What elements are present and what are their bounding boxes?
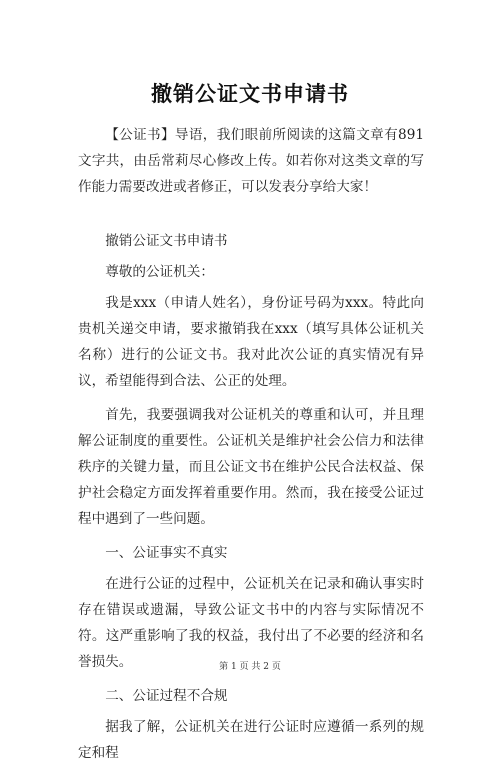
intro-paragraph: 【公证书】导语，我们眼前所阅读的这篇文章有891文字共，由岳常莉尽心修改上传。如若你对这类文章的写作能力需要改进或者修正，可以发表分享给大家！ <box>78 127 424 195</box>
page-footer: 第 1 页 共 2 页 <box>219 662 281 672</box>
body-paragraph: 据我了解，公证机关在进行公证时应遵循一系列的规定和程 <box>78 719 424 761</box>
document-body <box>78 122 424 774</box>
body-paragraph: 首先，我要强调我对公证机关的尊重和认可，并且理解公证制度的重要性。公证机关是维护社会公信力和法律秩序的关键力量，而且公证文书在维护公民合法权益、保护社会稳定方面发挥着重要作用。然而，我在接受公证过程中遇到了一些问题。 <box>78 407 424 527</box>
body-paragraph: 在进行公证的过程中，公证机关在记录和确认事实时存在错误或遗漏，导致公证文书中的内容与实际情况不符。这严重影响了我的权益，我付出了不必要的经济和名誉损失。 <box>78 576 424 670</box>
document-title: 撤销公证文书申请书 <box>151 81 349 106</box>
salutation: 尊敬的公证机关： <box>105 264 214 280</box>
body-heading: 撤销公证文书申请书 <box>105 233 228 249</box>
body-paragraph: 我是xxx（申请人姓名），身份证号码为xxx。特此向贵机关递交申请，要求撤销我在xxx（填写具体公证机关名称）进行的公证文书。我对此次公证的真实情况有异议，希望能得到合法、公正的处理。 <box>78 295 424 389</box>
section-heading: 二、公证过程不合规 <box>105 688 228 704</box>
section-heading: 一、公证事实不真实 <box>105 545 228 561</box>
